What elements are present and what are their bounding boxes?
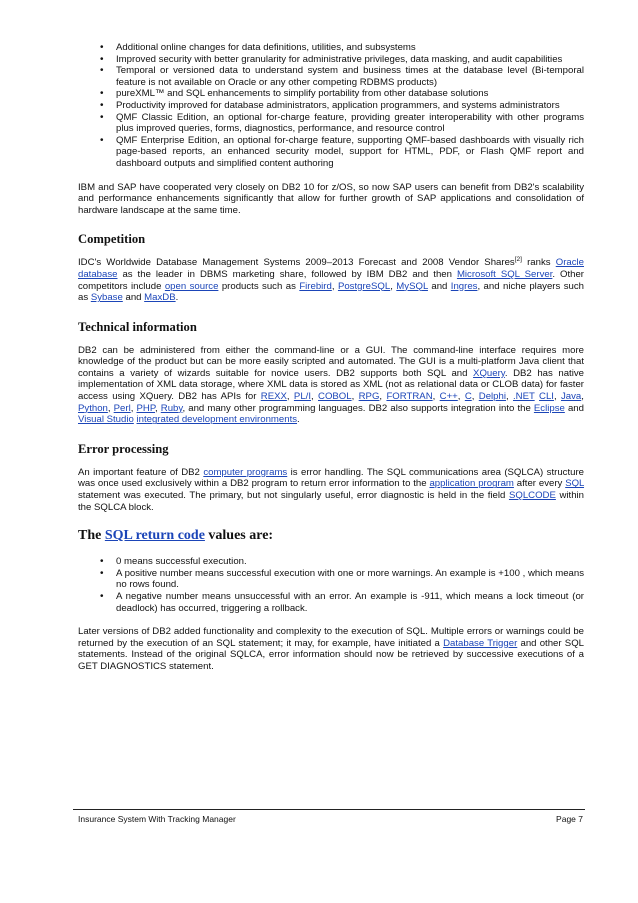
cobol-link[interactable]: COBOL [318, 391, 352, 403]
text: statement was executed. The primary, but not singularly useful, error diagnostic is held in the field [78, 490, 509, 502]
text: is error handling. The SQL communications area (SQLCA) structure was once used exclusively within a DB2 program to return error information to the [78, 466, 584, 490]
technical-paragraph [78, 345, 584, 426]
xquery-link[interactable]: XQuery [473, 367, 505, 379]
open-source-link[interactable]: open source [164, 280, 219, 292]
text: , [505, 391, 513, 403]
sql-return-code-link[interactable]: SQL return code [104, 528, 205, 544]
text: , [553, 391, 561, 403]
list-item: • Additional online changes for data definitions, utilities, and subsystems [78, 42, 584, 54]
text: , [286, 391, 294, 403]
error-paragraph [78, 467, 584, 513]
text: and [564, 402, 584, 414]
features-list [78, 42, 584, 170]
java-link[interactable]: Java [560, 391, 582, 403]
text: as the leader in DBMS marketing share, followed by IBM DB2 and then [117, 268, 457, 280]
fortran-link[interactable]: FORTRAN [386, 391, 433, 403]
delphi-link[interactable]: Delphi [478, 391, 506, 403]
list-item: • Improved security with better granularity for administrative privileges, data masking, and audit capabilities [78, 54, 584, 66]
ingres-link[interactable]: Ingres [450, 280, 478, 292]
text: . [297, 414, 300, 426]
return-code-heading [78, 527, 584, 544]
text: IDC's Worldwide Database Management Systems 2009–2013 Forecast and 2008 Vendor Shares [78, 257, 515, 269]
text: , [107, 402, 114, 414]
cpp-link[interactable]: C++ [439, 391, 458, 403]
rexx-link[interactable]: REXX [260, 391, 287, 403]
database-trigger-link[interactable]: Database Trigger [443, 637, 518, 649]
oracle-link[interactable]: Oracle database [78, 257, 584, 280]
technical-heading: Technical information [78, 319, 197, 334]
eclipse-link[interactable]: Eclipse [533, 402, 565, 414]
text: within the SQLCA block. [78, 490, 584, 513]
ibm-sap-paragraph: IBM and SAP have cooperated very closely on DB2 10 for z/OS, so now SAP users can benefit from DB2's scalability and performance enhancements significantly that allow for further growth of SAP applications and consolidation of hardware landscape at the same time. [78, 181, 584, 216]
text: , [581, 391, 584, 403]
php-link[interactable]: PHP [136, 402, 155, 414]
mssql-link[interactable]: Microsoft SQL Server [456, 268, 553, 280]
text: , [331, 280, 338, 292]
dotnet-link[interactable]: .NET [512, 391, 535, 403]
ruby-link[interactable]: Ruby [160, 402, 183, 414]
list-item: • Productivity improved for database administrators, application programmers, and systems administrators [78, 100, 584, 112]
page-content [78, 42, 584, 673]
text: , and niche players such as [78, 280, 584, 304]
footer-title: Insurance System With Tracking Manager [78, 814, 236, 824]
c-link[interactable]: C [464, 391, 472, 403]
error-processing-heading: Error processing [78, 441, 169, 456]
text: Later versions of DB2 added functionality and complexity to the execution of SQL. Multiple errors or warnings could be returned by the execution of an SQL statement; it may, for example, have initiated a [78, 626, 584, 649]
text: , [457, 391, 465, 403]
competition-heading: Competition [78, 232, 146, 247]
text: after every [513, 478, 566, 490]
postgresql-link[interactable]: PostgreSQL [337, 280, 391, 292]
rpg-link[interactable]: RPG [358, 391, 380, 403]
text: , [379, 391, 387, 403]
list-item: • A negative number means unsuccessful with an error. An example is -911, which means a lock timeout (or deadlock) has occurred, triggering a rollback. [78, 591, 584, 614]
text: . DB2 has native implementation of XML data storage, where XML data is stored as XML (not as relational data or CLOB data) for faster access using XQuery. DB2 has APIs for [78, 367, 584, 403]
text: , [390, 280, 397, 292]
computer-programs-link[interactable]: computer programs [203, 466, 288, 478]
text: , [432, 391, 440, 403]
later-versions-paragraph [78, 626, 584, 672]
text: and [122, 292, 145, 304]
python-link[interactable]: Python [78, 402, 108, 414]
text: ranks [521, 257, 556, 269]
visual-studio-link[interactable]: Visual Studio [78, 414, 134, 426]
list-item: • 0 means successful execution. [78, 556, 584, 568]
page-number: Page 7 [556, 814, 583, 824]
text: DB2 can be administered from either the command-line or a GUI. The command-line interface requires more knowledge of the product but can be more easily scripted and automated. The GUI is a multi-platform Java client that contains a variety of wizards suitable for novice users. DB2 supports both SQL and [78, 344, 584, 379]
mysql-link[interactable]: MySQL [396, 280, 428, 292]
ide-link[interactable]: integrated development environments [136, 414, 298, 426]
text: The [78, 528, 105, 544]
cli-link[interactable]: CLI [539, 391, 554, 403]
text: and [427, 280, 451, 292]
pli-link[interactable]: PL/I [293, 391, 311, 403]
text: values are: [204, 528, 274, 544]
text: , [130, 402, 137, 414]
text: . Other competitors include [78, 268, 585, 292]
firebird-link[interactable]: Firebird [299, 280, 332, 292]
text: , [311, 391, 319, 403]
list-item: • A positive number means successful execution with one or more warnings. An example is +100 , which means no rows found. [78, 568, 584, 591]
list-item: • QMF Classic Edition, an optional for-charge feature, providing greater interoperability with other programs plus improved queries, forms, diagnostics, performance, and resource control [78, 112, 584, 135]
sqlcode-link[interactable]: SQLCODE [508, 490, 556, 502]
list-item: • QMF Enterprise Edition, an optional for-charge feature, supporting QMF-based dashboards with visually rich page-based reports, an enhanced security model, support for HTML, PDF, or Flash QMF report and dashboard outputs and simplified content authoring [78, 135, 584, 170]
application-program-link[interactable]: application program [429, 478, 514, 490]
perl-link[interactable]: Perl [113, 402, 131, 414]
list-item: • pureXML™ and SQL enhancements to simplify portability from other database solutions [78, 88, 584, 100]
sql-link[interactable]: SQL [565, 478, 585, 490]
text: products such as [218, 280, 300, 292]
footer-divider [73, 809, 585, 810]
text: and other SQL statements. Instead of the original SQLCA, error information should now be retrieved by successive executions of a GET DIAGNOSTICS statement. [78, 637, 585, 672]
text: . [175, 292, 179, 304]
maxdb-link[interactable]: MaxDB [144, 292, 176, 304]
text: , [471, 391, 479, 403]
text: , [155, 402, 161, 414]
sybase-link[interactable]: Sybase [90, 292, 123, 304]
text: , [351, 391, 359, 403]
return-code-list [78, 556, 584, 614]
text: , and many other programming languages. DB2 also supports integration into the [182, 402, 534, 414]
citation-link[interactable]: [2] [514, 256, 522, 264]
competition-paragraph [78, 257, 584, 303]
list-item: • Temporal or versioned data to understand system and business times at the database level (Bi-temporal feature is not available on Oracle or any other competing RDBMS products) [78, 65, 584, 88]
text: An important feature of DB2 [78, 466, 204, 478]
